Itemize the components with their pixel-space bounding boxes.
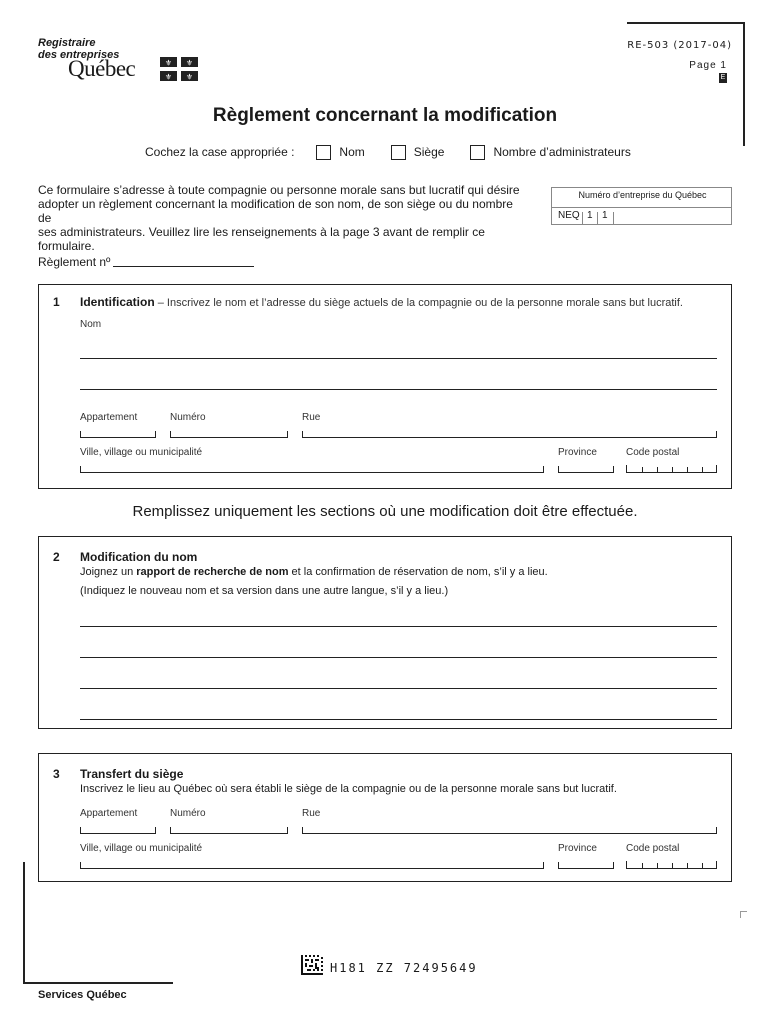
neq-box bbox=[551, 187, 732, 225]
postal-tick bbox=[657, 467, 658, 472]
checkbox-nom-label: Nom bbox=[339, 145, 365, 159]
neq-label: NEQ bbox=[558, 210, 580, 221]
postal-tick bbox=[657, 863, 658, 868]
postal-tick bbox=[687, 863, 688, 868]
numero-label: Numéro bbox=[170, 412, 206, 423]
province-input[interactable] bbox=[558, 466, 614, 473]
nom-label: Nom bbox=[80, 319, 102, 330]
appartement-input[interactable] bbox=[80, 827, 156, 834]
checkbox-nom[interactable] bbox=[316, 145, 331, 160]
section-heading-bold: Identification bbox=[80, 295, 155, 309]
rue-input[interactable] bbox=[302, 827, 717, 834]
form-title: Règlement concernant la modification bbox=[212, 105, 558, 126]
neq-separator bbox=[613, 212, 614, 224]
datamatrix-barcode-icon bbox=[301, 955, 323, 975]
services-quebec-label: Services Québec bbox=[38, 989, 127, 1001]
code-postal-label: Code postal bbox=[626, 843, 680, 854]
ville-label: Ville, village ou municipalité bbox=[80, 447, 203, 458]
section-number: 3 bbox=[53, 767, 60, 781]
checkbox-administrateurs[interactable] bbox=[470, 145, 485, 160]
corner-mark-small bbox=[740, 911, 747, 918]
corner-mark-bottom-left bbox=[23, 862, 173, 984]
section-heading-rest: – Inscrivez le nom et l’adresse du siège actuels de la compagnie ou de la personne morale sans but lucratif. bbox=[154, 297, 683, 309]
nom-input-line-1[interactable] bbox=[80, 358, 717, 359]
section-heading bbox=[80, 767, 183, 781]
section-modification-nom bbox=[38, 536, 732, 729]
check-prompt: Cochez la case appropriée : bbox=[145, 145, 295, 159]
checkbox-siege[interactable] bbox=[391, 145, 406, 160]
numero-input[interactable] bbox=[170, 431, 288, 438]
province-label: Province bbox=[558, 447, 597, 458]
section-instruction-2: (Indiquez le nouveau nom et sa version dans une autre langue, s’il y a lieu.) bbox=[80, 585, 449, 597]
section-instruction-1: Inscrivez le lieu au Québec où sera établi le siège de la compagnie ou de la personne morale sans but lucratif. bbox=[80, 783, 617, 795]
new-name-line-1[interactable] bbox=[80, 626, 717, 627]
postal-tick bbox=[687, 467, 688, 472]
intro-line: ses administrateurs. Veuillez lire les renseignements à la page 3 avant de remplir ce formulaire. bbox=[38, 225, 485, 253]
modification-type-row bbox=[145, 144, 631, 160]
intro-text bbox=[38, 183, 528, 253]
postal-tick bbox=[642, 863, 643, 868]
appartement-input[interactable] bbox=[80, 431, 156, 438]
new-name-line-2[interactable] bbox=[80, 657, 717, 658]
instruction-post: et la confirmation de réservation de nom, s’il y a lieu. bbox=[288, 566, 548, 578]
svg-text:⚜: ⚜ bbox=[185, 72, 194, 81]
form-code: RE-503 (2017-04) bbox=[627, 40, 732, 51]
neq-digit: 1 bbox=[587, 210, 593, 221]
instruction-bold: rapport de recherche de nom bbox=[136, 566, 289, 578]
neq-digit: 1 bbox=[602, 210, 608, 221]
agency-line-2: des entreprises bbox=[38, 49, 120, 61]
section-identification bbox=[38, 284, 732, 489]
ville-input[interactable] bbox=[80, 466, 544, 473]
checkbox-administrateurs-label: Nombre d’administrateurs bbox=[493, 145, 631, 159]
appartement-label: Appartement bbox=[80, 412, 138, 423]
rue-input[interactable] bbox=[302, 431, 717, 438]
language-badge: E bbox=[720, 74, 726, 81]
reglement-input[interactable] bbox=[113, 266, 254, 267]
rue-label: Rue bbox=[302, 808, 321, 819]
postal-tick bbox=[642, 467, 643, 472]
section-heading-bold: Transfert du siège bbox=[80, 767, 184, 781]
new-name-line-3[interactable] bbox=[80, 688, 717, 689]
neq-separator bbox=[597, 212, 598, 224]
quebec-logo-text: Québec bbox=[68, 56, 136, 81]
fleurdelise-flag-icon bbox=[160, 57, 198, 81]
svg-text:⚜: ⚜ bbox=[164, 72, 173, 81]
reglement-label: Règlement nº bbox=[38, 255, 111, 269]
code-postal-input[interactable] bbox=[626, 861, 717, 869]
svg-text:⚜: ⚜ bbox=[185, 58, 194, 68]
svg-text:⚜: ⚜ bbox=[164, 58, 173, 68]
ville-label: Ville, village ou municipalité bbox=[80, 843, 203, 854]
intro-line: adopter un règlement concernant la modification de son nom, de son siège ou du nombre de bbox=[38, 197, 513, 225]
section-instruction-1 bbox=[80, 566, 548, 578]
code-postal-input[interactable] bbox=[626, 465, 717, 473]
postal-tick bbox=[702, 863, 703, 868]
section-number: 2 bbox=[53, 550, 60, 564]
section-number: 1 bbox=[53, 295, 60, 309]
section-heading-bold: Modification du nom bbox=[80, 550, 198, 564]
instruction-pre: Joignez un bbox=[80, 566, 137, 578]
checkbox-siege-label: Siège bbox=[413, 145, 445, 159]
postal-tick bbox=[672, 863, 673, 868]
appartement-label: Appartement bbox=[80, 808, 138, 819]
province-input[interactable] bbox=[558, 862, 614, 869]
postal-tick bbox=[702, 467, 703, 472]
numero-input[interactable] bbox=[170, 827, 288, 834]
section-heading bbox=[80, 295, 720, 309]
new-name-line-4[interactable] bbox=[80, 719, 717, 720]
page-number: Page 1 bbox=[689, 60, 727, 71]
section-heading bbox=[80, 550, 197, 564]
neq-separator bbox=[582, 212, 583, 224]
nom-input-line-2[interactable] bbox=[80, 389, 717, 390]
barcode-text: H181 ZZ 72495649 bbox=[330, 961, 478, 975]
rue-label: Rue bbox=[302, 412, 321, 423]
neq-title: Numéro d’entreprise du Québec bbox=[578, 190, 707, 200]
code-postal-label: Code postal bbox=[626, 447, 680, 458]
intro-line: Ce formulaire s’adresse à toute compagnie ou personne morale sans but lucratif qui désire bbox=[38, 183, 520, 197]
neq-field[interactable] bbox=[552, 207, 731, 225]
province-label: Province bbox=[558, 843, 597, 854]
agency-line-1: Registraire bbox=[38, 37, 96, 49]
numero-label: Numéro bbox=[170, 808, 206, 819]
instructions-heading: Remplissez uniquement les sections où une modification doit être effectuée. bbox=[132, 503, 638, 520]
postal-tick bbox=[672, 467, 673, 472]
